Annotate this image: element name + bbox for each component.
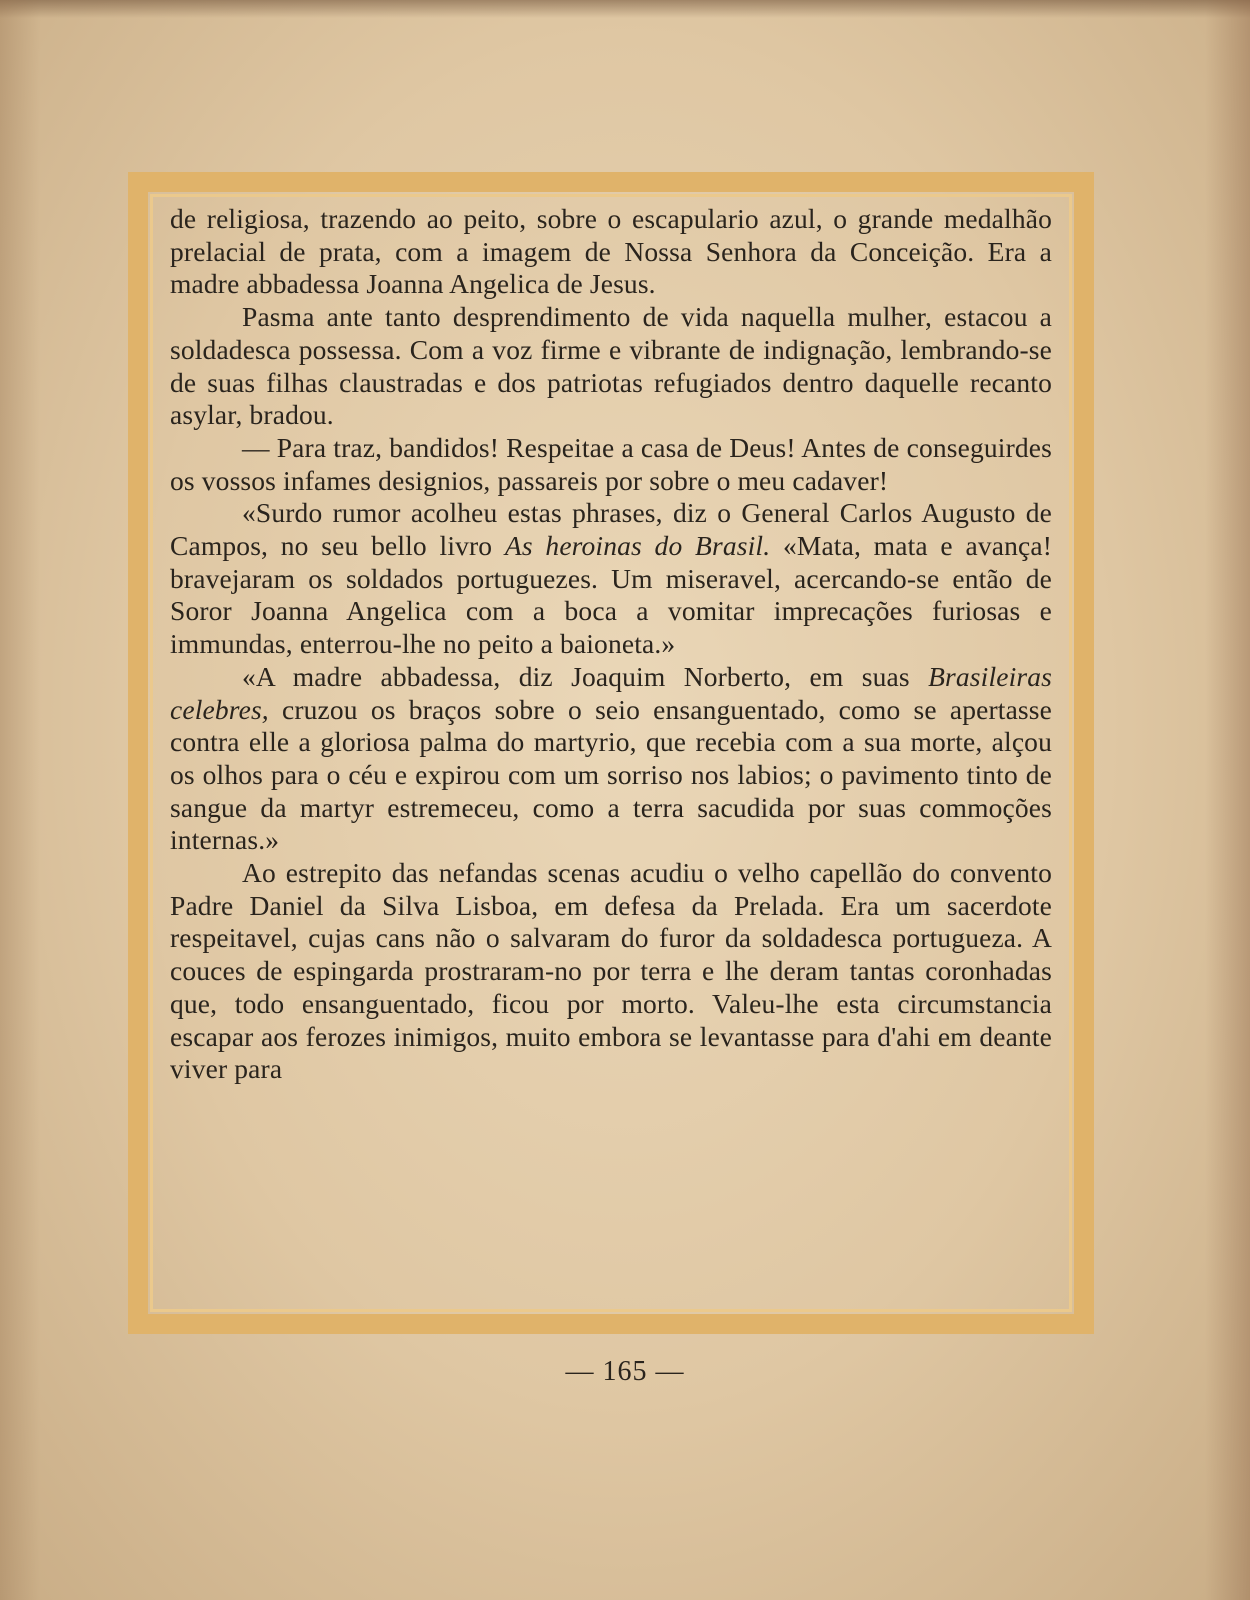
paragraph: Ao estrepito das nefandas scenas acudiu o velho capellão do convento Padre Daniel da Silva Lisboa, em defesa da Prelada. Era um sacerdote respeitavel, cujas cans não o salvaram do furor da soldadesca portugueza. A couces de espingarda prostraram-no por terra e lhe deram tantas coronhadas que, todo ensanguentado, ficou por morto. Valeu-lhe esta circumstancia escapar aos ferozes inimigos, muito embora se levantasse para d'ahi em deante viver para	[170, 857, 1052, 1085]
paragraph: Pasma ante tanto desprendimento de vida naquella mulher, estacou a soldadesca possessa. Com a voz firme e vibrante de indignação, lembrando-se de suas filhas claustradas e dos patriotas refugiados dentro daquelle recanto asylar, bradou.	[170, 301, 1052, 431]
paragraph	[170, 497, 1052, 661]
paragraph-text: «A madre abbadessa, diz Joaquim Norberto, em suas	[242, 660, 929, 692]
book-title-italic: As heroinas do Brasil.	[504, 530, 771, 562]
page-edge-shadow-top	[0, 0, 1250, 18]
paragraph	[170, 661, 1052, 857]
paragraph-text: «Mata, mata e avança! bravejaram os soldados portuguezes. Um miseravel, acercando-se então de Soror Joanna Angelica com a boca a vomitar imprecações furiosas e immundas, enterrou-lhe no peito a baioneta.»	[170, 530, 1053, 660]
body-text	[170, 203, 1052, 1086]
paragraph-text: «Surdo rumor acolheu estas phrases, diz o General Carlos Augusto de Campos, no seu bello livro	[170, 497, 1052, 562]
paragraph: de religiosa, trazendo ao peito, sobre o escapulario azul, o grande medalhão prelacial de prata, com a imagem de Nossa Senhora da Conceição. Era a madre abbadessa Joanna Angelica de Jesus.	[170, 203, 1052, 300]
paragraph: — Para traz, bandidos! Respeitae a casa de Deus! Antes de conseguirdes os vossos infames designios, passareis por sobre o meu cadaver!	[170, 431, 1052, 496]
paragraph-text: cruzou os braços sobre o seio ensanguentado, como se apertasse contra elle a gloriosa palma do martyrio, que recebia com a sua morte, alçou os olhos para o céu e expirou com um sorriso nos labios; o pavimento tinto de sangue da martyr estremeceu, como a terra sacudida por suas commoções internas.»	[170, 693, 1052, 856]
book-title-italic: Brasileiras celebres,	[170, 660, 1052, 725]
page-number: — 165 —	[565, 1356, 685, 1387]
